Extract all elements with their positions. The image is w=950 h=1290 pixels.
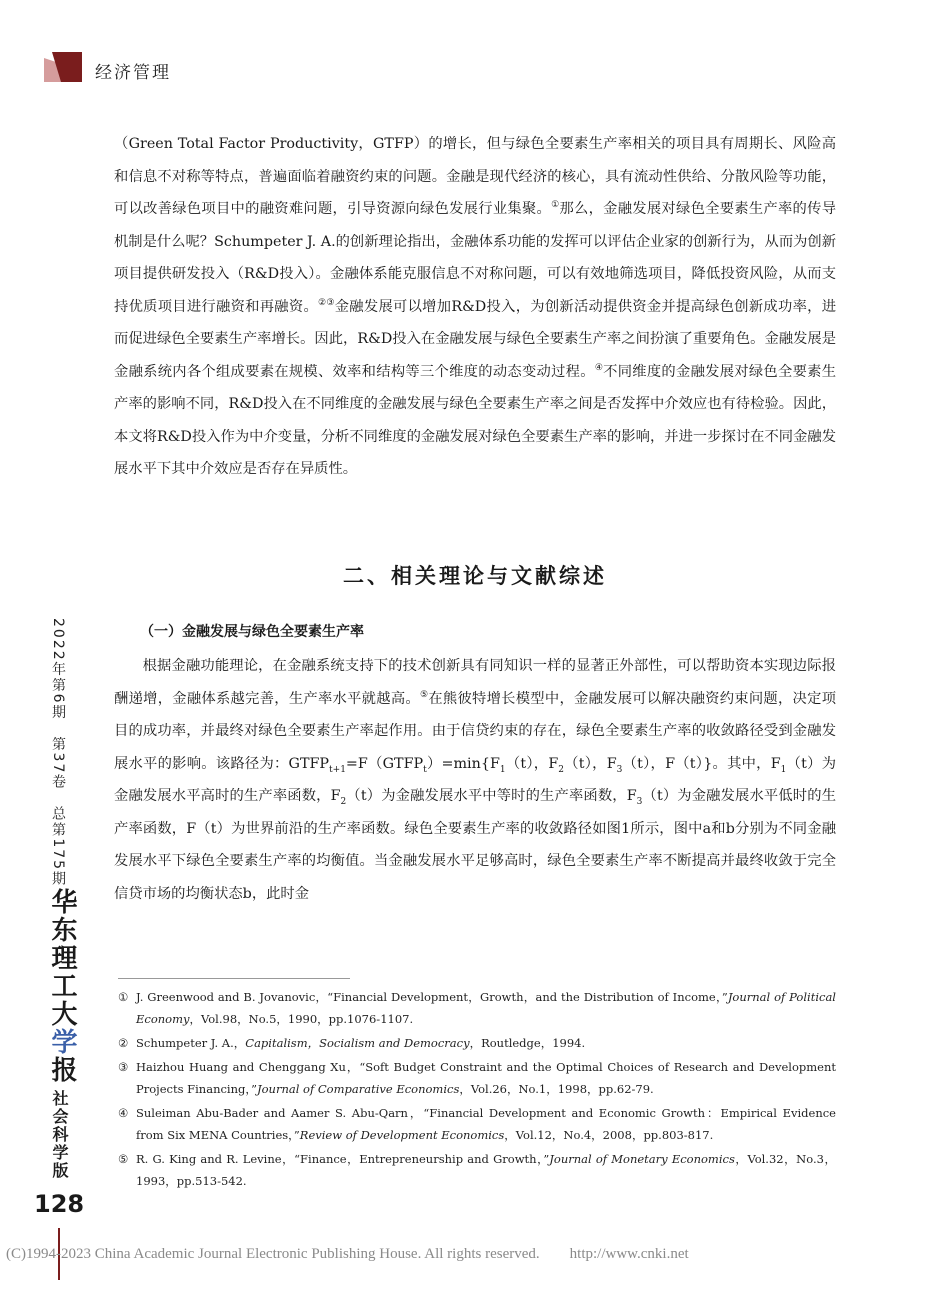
theory-paragraph [114,650,836,910]
journal-name [44,888,81,1084]
intro-text-4: 不同维度的金融发展对绿色全要素生产率的影响不同，R&D投入在不同维度的金融发展与绿色全要素生产率之间是否发挥中介效应也有待检验。因此，本文将R&D投入作为中介变量，分析不同维度的金融发展对绿色全要素生产率的影响，并进一步探讨在不同金融发展水平下其中介效应是否存在异质性。 [114,363,836,477]
footnote-text: ，Vol.12，No.4，2008，pp.803-817. [504,1128,714,1142]
intro-text-2: 那么，金融发展对绿色全要素生产率的传导机制是什么呢？Schumpeter J. A.的创新理论指出，金融体系功能的发挥可以评估企业家的创新行为，从而为创新项目提供研发投入（R&D投入）。金融体系能克服信息不对称问题，可以有效地筛选项目，降低投资风险，从而支持优质项目进行融资和再融资。 [114,201,837,315]
footnote-number: ⑤ [118,1152,129,1166]
subscript: 3 [616,764,623,775]
p2-text-9: （t）为金融发展水平中等时的生产率函数，F [346,788,637,804]
journal-name-text: 华东理工大 [47,888,77,1028]
footnotes [118,986,836,1194]
intro-text-3: 金融发展可以增加R&D投入，为创新活动提供资金并提高绿色创新成功率，进而促进绿色全要素生产率增长。因此，R&D投入在金融发展与绿色全要素生产率之间扮演了重要角色。金融发展是金融系统内各个组成要素在规模、效率和结构等三个维度的动态变动过程。 [114,298,837,380]
subscript: 2 [340,796,347,807]
p2-text-7: （t），F（t）}。其中，F [622,755,781,772]
subscript: 1 [780,764,787,775]
footnote-number: ③ [118,1060,129,1074]
footnote-ref-1[interactable]: ① [551,200,560,211]
issue-sidebar [48,618,72,887]
footnote-text: Suleiman Abu-Bader and Aamer S. Abu-Qarn，“Financial Development and Economic Growth：Empirical Evidence from Six MENA Countries，” [136,1106,836,1142]
footnote-journal: Journal of Comparative Economics [257,1082,460,1096]
footnote-item [118,1148,836,1192]
subscript: 3 [636,796,643,807]
intro-text-1: （Green Total Factor Productivity，GTFP）的增长，但与绿色全要素生产率相关的项目具有周期长、风险高和信息不对称等特点，普遍面临着融资约束的问题。金融是现代经济的核心，具有流动性供给、分散风险等功能，可以改善绿色项目中的融资难问题，引导资源向绿色发展行业集聚。 [114,136,836,217]
footnote-text: Schumpeter J. A.， [136,1036,246,1050]
footnote-ref-4[interactable]: ④ [594,362,604,373]
footnote-item [118,1102,836,1146]
subscript: t+1 [329,764,346,775]
footnote-journal: Journal of Political Economy [136,990,836,1026]
footnote-journal: Journal of Monetary Economics [549,1152,735,1166]
p2-text-4: ）=min{F [426,755,500,772]
subscript: t [423,764,427,775]
footnote-divider [118,978,350,979]
footnote-number: ② [118,1036,129,1050]
footnote-text: ，Vol.32，No.3，1993，pp.513-542. [136,1152,836,1188]
subscript: 2 [558,764,564,775]
page-number: 128 [34,1190,85,1218]
p2-text-1: 根据金融功能理论，在金融系统支持下的技术创新具有同知识一样的显著正外部性，可以帮助资本实现边际报酬递增，金融体系越完善，生产率水平就越高。 [114,658,836,707]
footnote-text: ，Vol.98，No.5，1990，pp.1076-1107. [189,1012,414,1026]
journal-name-highlight: 学 [47,1028,77,1056]
intro-paragraph [114,128,836,486]
p2-text-2: 在熊彼特增长模型中，金融发展可以解决融资约束问题，决定项目的成功率，并最终对绿色全要素生产率起作用。由于信贷约束的存在，绿色全要素生产率的收敛路径受到金融发展水平的影响。该路径为：GTFP [114,690,836,772]
footnote-journal: Capitalism，Socialism and Democracy [245,1036,470,1050]
p2-text-8: （t）为金融发展水平高时的生产率函数，F [114,755,836,804]
subscript: 1 [499,764,506,775]
footnote-text: ，Vol.26，No.1，1998，pp.62-79. [459,1082,654,1096]
journal-name-text: 报 [47,1056,77,1084]
footnote-text: Haizhou Huang and Chenggang Xu，“Soft Budget Constraint and the Optimal Choices of Research and Development Projects Financing，” [136,1060,836,1096]
footnote-text: J. Greenwood and B. Jovanovic，“Financial Development，Growth，and the Distribution of Income，” [136,990,728,1004]
p2-text-5: （t），F [505,755,559,772]
footnote-ref-2-3[interactable]: ②③ [318,297,335,308]
footnote-item [118,1056,836,1100]
footnote-number: ④ [118,1106,129,1120]
footnote-item [118,1032,836,1054]
issue-meta: 2022年第6期 第37卷 总第175期 [50,618,66,888]
copyright-footer: (C)1994-2023 China Academic Journal Electronic Publishing House. All rights reserved. http://www.cnki.net [6,1246,689,1262]
footnote-text: R. G. King and R. Levine，“Finance，Entrepreneurship and Growth，” [136,1152,550,1166]
footnote-ref-5[interactable]: ⑤ [419,689,429,700]
subsection-heading: （一）金融发展与绿色全要素生产率 [140,624,364,640]
section-label: 经济管理 [95,63,171,83]
p2-text-10: （t）为金融发展水平低时的生产率函数，F（t）为世界前沿的生产率函数。绿色全要素生产率的收敛路径如图1所示，图中a和b分别为不同金融发展水平下绿色全要素生产率的均衡值。当金融发展水平足够高时，绿色全要素生产率不断提高并最终收敛于完全信贷市场的均衡状态b，此时金 [114,788,836,902]
section-heading: 二、相关理论与文献综述 [343,563,607,588]
footnote-number: ① [118,990,129,1004]
footnote-journal: Review of Development Economics [299,1128,505,1142]
p2-text-3: =F（GTFP [345,755,424,772]
footnote-text: ，Routledge，1994. [469,1036,586,1050]
journal-edition: 社会科学版 [50,1090,69,1180]
p2-text-6: （t），F [563,755,617,772]
footnote-item [118,986,836,1030]
